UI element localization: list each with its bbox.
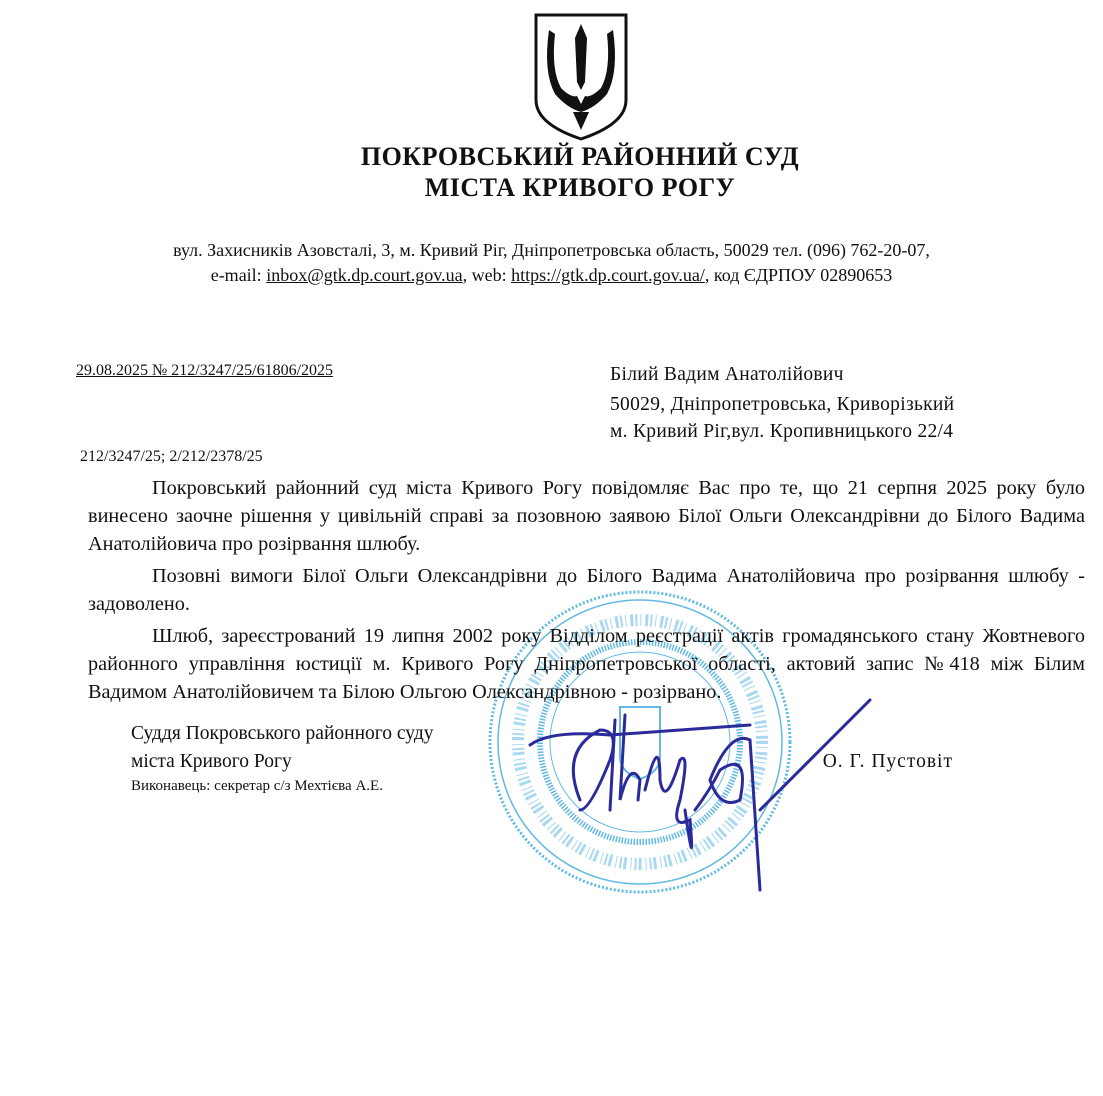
trident-emblem-icon	[533, 12, 629, 142]
court-contacts: e-mail: inbox@gtk.dp.court.gov.ua, web: https://gtk.dp.court.gov.ua/, код ЄДРПОУ 02890653	[210, 265, 893, 285]
body-paragraph: Шлюб, зареєстрований 19 липня 2002 року Відділом реєстрації актів громадянського стану Жовтневого районного управління юстиції м. Кривого Рогу Дніпропетровської області, актовий запис №418 між Білим Вадимом Анатолійовичем та Білою Ольгою Олександрівною - розірвано.	[88, 625, 1085, 703]
outgoing-number: 29.08.2025 № 212/3247/25/61806/2025	[76, 362, 334, 379]
recipient-name: Білий Вадим Анатолійович	[610, 364, 844, 385]
web-link[interactable]: https://gtk.dp.court.gov.ua/	[511, 265, 705, 285]
letter-content	[88, 474, 1085, 796]
judge-position-line1: Суддя Покровського районного суду	[131, 723, 434, 744]
recipient-address-line2: м. Кривий Ріг,вул. Кропивницького 22/4	[610, 421, 954, 442]
court-name-line2: МІСТА КРИВОГО РОГУ	[424, 173, 736, 202]
court-address: вул. Захисників Азовсталі, 3, м. Кривий Ріг, Дніпропетровська область, 50029 тел. (096) 762-20-07,	[173, 240, 930, 260]
court-name-line1: ПОКРОВСЬКИЙ РАЙОННИЙ СУД	[360, 142, 800, 171]
email-link[interactable]: inbox@gtk.dp.court.gov.ua	[266, 265, 463, 285]
case-numbers: 212/3247/25; 2/212/2378/25	[80, 448, 263, 465]
body-paragraph: Позовні вимоги Білої Ольги Олександрівни до Білого Вадима Анатолійовича про розірвання шлюбу - задоволено.	[88, 565, 1085, 615]
edrpou-code: , код ЄДРПОУ 02890653	[704, 265, 893, 285]
body-paragraph: Покровський районний суд міста Кривого Рогу повідомляє Вас про те, що 21 серпня 2025 року було винесено заочне рішення у цивільній справі за позовною заявою Білої Ольги Олександрівни до Білого Вадима Анатолійовича про розірвання шлюбу.	[88, 477, 1085, 555]
signature-block	[88, 720, 1085, 796]
web-label: web:	[471, 265, 507, 285]
email-label: e-mail:	[210, 265, 262, 285]
judge-name: О. Г. Пустовіт	[822, 751, 953, 772]
signature-row	[131, 748, 953, 776]
executor: Виконавець: секретар с/з Мехтієва А.Е.	[131, 778, 383, 794]
letter-body	[88, 474, 1085, 706]
judge-position-line2: міста Кривого Рогу	[131, 751, 292, 772]
recipient-address-line1: 50029, Дніпропетровська, Криворізький	[610, 394, 955, 415]
